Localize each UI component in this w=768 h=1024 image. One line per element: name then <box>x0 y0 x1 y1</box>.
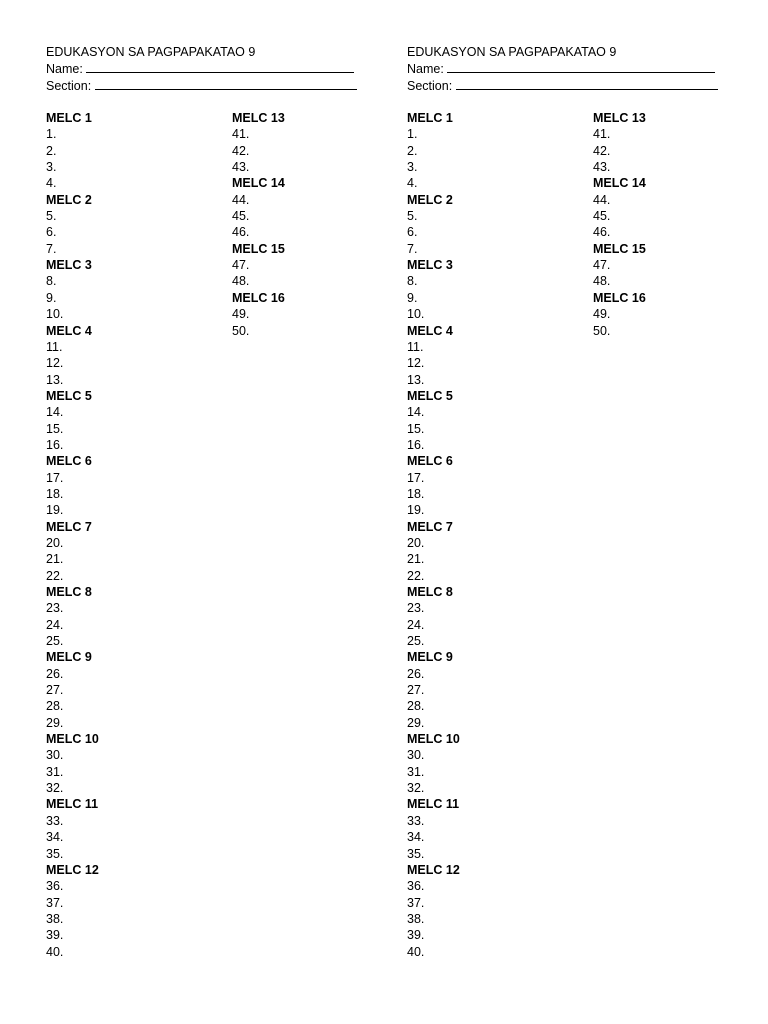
melc-heading: MELC 14 <box>593 176 646 191</box>
answer-item: 26. <box>46 666 64 681</box>
section-label: Section: <box>407 78 453 93</box>
name-blank-field[interactable] <box>447 60 715 73</box>
answer-item: 34. <box>46 830 64 845</box>
melc-heading: MELC 11 <box>407 797 460 812</box>
answer-item: 15. <box>407 421 425 436</box>
answer-item: 10. <box>407 307 425 322</box>
melc-heading: MELC 7 <box>46 519 92 534</box>
answer-item: 41. <box>593 127 611 142</box>
answer-item: 47. <box>232 258 250 273</box>
answer-item: 36. <box>407 879 425 894</box>
melc-heading: MELC 7 <box>407 519 453 534</box>
answer-item: 16. <box>407 437 425 452</box>
answer-item: 27. <box>46 683 64 698</box>
melc-heading: MELC 10 <box>407 732 460 747</box>
answer-item: 1. <box>407 127 418 142</box>
answer-item: 4. <box>407 176 418 191</box>
melc-heading: MELC 13 <box>593 111 646 126</box>
answer-item: 27. <box>407 683 425 698</box>
answer-sheet-copy-right <box>407 44 727 959</box>
answer-item: 20. <box>46 535 64 550</box>
melc-heading: MELC 16 <box>232 290 285 305</box>
answer-item: 45. <box>593 209 611 224</box>
answer-item: 13. <box>46 372 64 387</box>
answer-item: 14. <box>46 405 64 420</box>
answer-item: 6. <box>407 225 418 240</box>
answer-item: 7. <box>407 241 418 256</box>
melc-heading: MELC 2 <box>407 192 453 207</box>
answer-item: 8. <box>46 274 57 289</box>
answer-item: 42. <box>232 143 250 158</box>
answer-item: 7. <box>46 241 57 256</box>
answer-item: 50. <box>593 323 611 338</box>
answer-item: 50. <box>232 323 250 338</box>
melc-heading: MELC 2 <box>46 192 92 207</box>
answer-item: 19. <box>407 503 425 518</box>
section-line <box>407 77 727 93</box>
answer-column-1 <box>46 110 196 960</box>
answer-item: 24. <box>407 617 425 632</box>
answer-item: 11. <box>46 339 63 354</box>
melc-heading: MELC 6 <box>46 454 92 469</box>
answer-item: 21. <box>407 552 425 567</box>
answer-item: 38. <box>407 911 425 926</box>
answer-item: 28. <box>407 699 425 714</box>
melc-heading: MELC 9 <box>46 650 92 665</box>
answer-item: 13. <box>407 372 425 387</box>
answer-item: 16. <box>46 437 64 452</box>
melc-heading: MELC 3 <box>407 258 453 273</box>
answer-item: 1. <box>46 127 57 142</box>
answer-item: 17. <box>46 470 64 485</box>
answer-item: 20. <box>407 535 425 550</box>
melc-heading: MELC 12 <box>46 862 99 877</box>
melc-heading: MELC 13 <box>232 111 285 126</box>
answer-item: 28. <box>46 699 64 714</box>
melc-heading: MELC 3 <box>46 258 92 273</box>
answer-item: 31. <box>46 764 64 779</box>
answer-item: 38. <box>46 911 64 926</box>
answer-item: 17. <box>407 470 425 485</box>
answer-item: 44. <box>232 192 250 207</box>
melc-heading: MELC 10 <box>46 732 99 747</box>
answer-item: 37. <box>46 895 64 910</box>
name-label: Name: <box>407 62 444 77</box>
answer-item: 43. <box>232 160 250 175</box>
melc-heading: MELC 4 <box>407 323 453 338</box>
answer-item: 35. <box>46 846 64 861</box>
answer-item: 5. <box>407 209 418 224</box>
answer-item: 32. <box>407 781 425 796</box>
answer-item: 24. <box>46 617 64 632</box>
answer-item: 46. <box>232 225 250 240</box>
answer-item: 48. <box>593 274 611 289</box>
answer-item: 14. <box>407 405 425 420</box>
answer-item: 33. <box>46 813 64 828</box>
melc-heading: MELC 9 <box>407 650 453 665</box>
answer-item: 9. <box>407 290 418 305</box>
answer-item: 18. <box>407 486 425 501</box>
melc-heading: MELC 12 <box>407 862 460 877</box>
answer-item: 29. <box>407 715 425 730</box>
answer-item: 49. <box>593 307 611 322</box>
answer-column-2 <box>232 110 362 339</box>
name-line <box>407 60 727 76</box>
melc-heading: MELC 15 <box>593 241 646 256</box>
answer-item: 31. <box>407 764 425 779</box>
answer-item: 39. <box>46 928 64 943</box>
answer-item: 10. <box>46 307 64 322</box>
answer-item: 15. <box>46 421 64 436</box>
melc-heading: MELC 1 <box>407 111 453 126</box>
answer-item: 32. <box>46 781 64 796</box>
answer-item: 3. <box>46 160 57 175</box>
melc-heading: MELC 5 <box>46 388 92 403</box>
answer-item: 2. <box>46 143 57 158</box>
answer-item: 9. <box>46 290 57 305</box>
answer-item: 35. <box>407 846 425 861</box>
answer-item: 33. <box>407 813 425 828</box>
answer-item: 18. <box>46 486 64 501</box>
answer-item: 12. <box>407 356 425 371</box>
name-blank-field[interactable] <box>86 60 354 73</box>
answer-item: 25. <box>407 634 425 649</box>
section-line <box>46 77 366 93</box>
answer-column-2 <box>593 110 723 339</box>
answer-item: 48. <box>232 274 250 289</box>
answer-item: 4. <box>46 176 57 191</box>
melc-heading: MELC 14 <box>232 176 285 191</box>
answer-item: 22. <box>46 568 64 583</box>
answer-item: 19. <box>46 503 64 518</box>
section-blank-field[interactable] <box>95 77 357 90</box>
answer-item: 23. <box>407 601 425 616</box>
answer-item: 29. <box>46 715 64 730</box>
answer-item: 25. <box>46 634 64 649</box>
answer-item: 30. <box>46 748 64 763</box>
answer-item: 5. <box>46 209 57 224</box>
answer-item: 41. <box>232 127 250 142</box>
answer-item: 40. <box>46 944 64 959</box>
melc-heading: MELC 11 <box>46 797 99 812</box>
answer-item: 26. <box>407 666 425 681</box>
answer-item: 30. <box>407 748 425 763</box>
answer-item: 37. <box>407 895 425 910</box>
answer-item: 40. <box>407 944 425 959</box>
answer-item: 8. <box>407 274 418 289</box>
answer-sheet-copy-left <box>46 44 366 959</box>
worksheet-title: EDUKASYON SA PAGPAPAKATAO 9 <box>407 45 617 59</box>
answer-item: 6. <box>46 225 57 240</box>
name-label: Name: <box>46 62 83 77</box>
section-blank-field[interactable] <box>456 77 718 90</box>
answer-item: 36. <box>46 879 64 894</box>
answer-item: 23. <box>46 601 64 616</box>
worksheet-title: EDUKASYON SA PAGPAPAKATAO 9 <box>46 45 256 59</box>
answer-item: 47. <box>593 258 611 273</box>
answer-item: 45. <box>232 209 250 224</box>
melc-heading: MELC 6 <box>407 454 453 469</box>
melc-heading: MELC 5 <box>407 388 453 403</box>
answer-item: 44. <box>593 192 611 207</box>
answer-item: 39. <box>407 928 425 943</box>
answer-item: 2. <box>407 143 418 158</box>
answer-item: 43. <box>593 160 611 175</box>
answer-item: 22. <box>407 568 425 583</box>
melc-heading: MELC 8 <box>407 585 453 599</box>
melc-heading: MELC 1 <box>46 111 92 126</box>
melc-heading: MELC 4 <box>46 323 92 338</box>
answer-column-1 <box>407 110 557 960</box>
melc-heading: MELC 15 <box>232 241 285 256</box>
melc-heading: MELC 16 <box>593 290 646 305</box>
answer-item: 12. <box>46 356 64 371</box>
answer-item: 49. <box>232 307 250 322</box>
name-line <box>46 60 366 76</box>
answer-item: 34. <box>407 830 425 845</box>
answer-item: 11. <box>407 339 424 354</box>
answer-item: 42. <box>593 143 611 158</box>
melc-heading: MELC 8 <box>46 585 92 599</box>
section-label: Section: <box>46 78 92 93</box>
answer-item: 46. <box>593 225 611 240</box>
answer-item: 21. <box>46 552 64 567</box>
answer-item: 3. <box>407 160 418 175</box>
